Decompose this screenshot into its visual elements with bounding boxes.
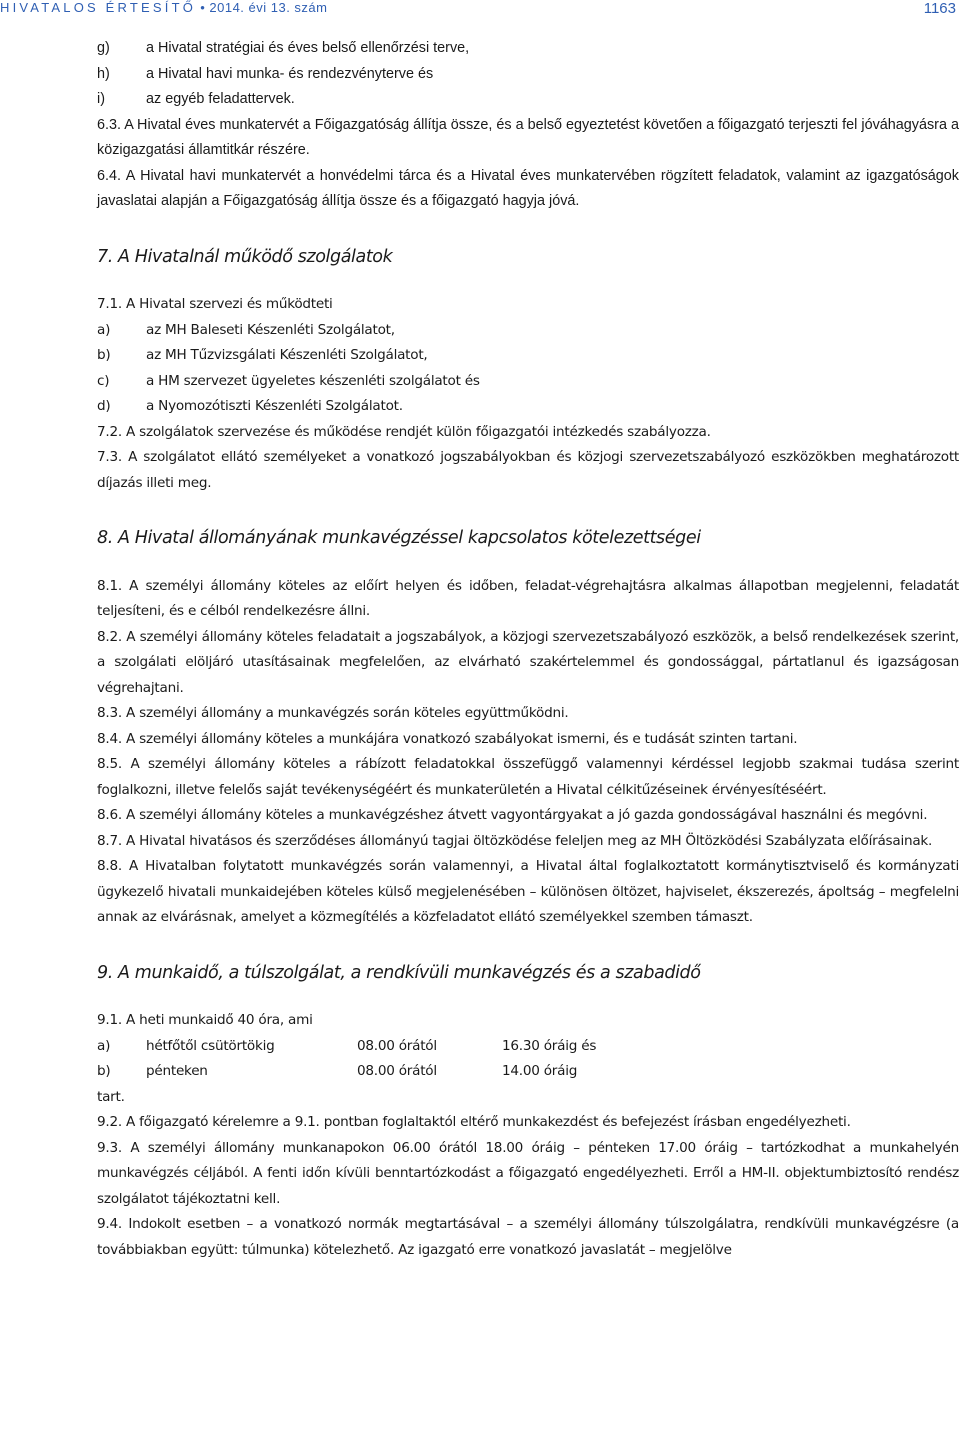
schedule-row — [97, 1059, 959, 1085]
schedule-days: pénteken — [146, 1063, 208, 1079]
paragraph-8-4: 8.4. A személyi állomány köteles a munkájára vonatkozó szabályokat ismerni, és e tudását szinten tartani. — [97, 730, 798, 747]
paragraph-9-1: 9.1. A heti munkaidő 40 óra, ami — [97, 1012, 313, 1028]
list-item-text: az MH Tűzvizsgálati Készenléti Szolgálatot, — [146, 347, 428, 363]
list-item-text: a Hivatal stratégiai és éves belső ellenőrzési terve, — [146, 40, 470, 56]
page-header — [0, 0, 960, 16]
list-item — [97, 343, 959, 369]
list-item — [97, 36, 959, 62]
list-item — [97, 369, 959, 395]
schedule-from: 08.00 órától — [357, 1037, 437, 1054]
schedule-from: 08.00 órától — [357, 1063, 437, 1079]
schedule-to: 16.30 óráig és — [502, 1037, 597, 1054]
list-item-label: g) — [97, 40, 110, 56]
paragraph-8-2: 8.2. A személyi állomány köteles feladatait a jogszabályok, a közjogi szervezetszabályozó eszközök, a belső rendelkezések szerint, a szolgálati elöljáró utasításainak megfelelően, az elvárható szakértelemmel és gondossággal, pártatlanul és igazságosan végrehajtani. — [97, 628, 959, 696]
paragraph-7-2: 7.2. A szolgálatok szervezése és működése rendjét külön főigazgatói intézkedés szabályozza. — [97, 423, 711, 440]
paragraph-8-3: 8.3. A személyi állomány a munkavégzés során köteles együttműködni. — [97, 705, 569, 721]
running-head — [0, 0, 328, 15]
list-item — [97, 87, 959, 113]
list-item-text: a HM szervezet ügyeletes készenléti szolgálatot és — [146, 372, 480, 389]
paragraph-8-7: 8.7. A Hivatal hivatásos és szerződéses állományú tagjai öltözködése feleljen meg az MH Öltözködési Szabályzata előírásainak. — [97, 832, 933, 849]
list-item — [97, 394, 959, 420]
page-number: 1163 — [923, 0, 956, 17]
paragraph-9-3: 9.3. A személyi állomány munkanapokon 06.00 órától 18.00 óráig – pénteken 17.00 óráig – tartózkodhat a munkahelyén munkavégzés céljából. A fenti időn kívüli benntartózkodást a főigazgató engedélyezheti. Erről a HM-II. objektumbiztosító rendész szolgálatot tájékoztatni kell. — [97, 1139, 959, 1207]
paragraph-8-5: 8.5. A személyi állomány köteles a rábízott feladatokkal összefüggő valamennyi kérdéssel legjobb szakmai tudása szerint foglalkozni, illetve felelős saját tevékenységéért és munkaterületén a Hivatal célkitűzéseinek érvényesítéséért. — [97, 756, 959, 798]
schedule-label: b) — [97, 1063, 111, 1079]
list-item — [97, 318, 959, 344]
paragraph-6-3: 6.3. A Hivatal éves munkatervét a Főigazgatóság állítja össze, és a belső egyeztetést követően a főigazgató terjeszti fel jóváhagyásra a közigazgatási államtitkár részére. — [97, 116, 959, 158]
separator-bullet: • — [200, 0, 206, 15]
paragraph-7-1: 7.1. A Hivatal szervezi és működteti — [97, 296, 333, 312]
issue-label: 2014. évi 13. szám — [209, 0, 328, 15]
paragraph-9-2: 9.2. A főigazgató kérelemre a 9.1. pontban foglaltaktól eltérő munkakezdést és befejezést írásban engedélyezheti. — [97, 1114, 851, 1130]
paragraph-8-8: 8.8. A Hivatalban folytatott munkavégzés során valamennyi, a Hivatal által foglalkoztatott kormánytisztviselő és kormányzati ügykezelő hivatali munkaidejében köteles külső megjelenésében – különösen öltözet, hajviselet, ékszerezés, ápoltság – megfelelni annak az elvárásnak, amelyet a közmegítélés a közfeladatot ellátó személyekkel szemben támaszt. — [97, 858, 959, 925]
list-item-label: b) — [97, 347, 111, 363]
list-item-text: az egyéb feladattervek. — [146, 91, 295, 107]
schedule-to: 14.00 óráig — [502, 1063, 578, 1079]
list-item-label: c) — [97, 372, 110, 389]
paragraph-7-3: 7.3. A szolgálatot ellátó személyeket a vonatkozó jogszabályokban és közjogi szervezetszabályozó eszközökben meghatározott díjazás illeti meg. — [97, 449, 959, 491]
list-item-label: a) — [97, 321, 111, 338]
schedule-days: hétfőtől csütörtökig — [146, 1037, 275, 1054]
section-heading-8: 8. A Hivatal állományának munkavégzéssel kapcsolatos kötelezettségei — [97, 528, 701, 548]
list-item-text: a Nyomozótiszti Készenléti Szolgálatot. — [146, 398, 403, 414]
document-body — [97, 36, 959, 1263]
schedule-row — [97, 1034, 959, 1060]
paragraph-8-1: 8.1. A személyi állomány köteles az előírt helyen és időben, feladat-végrehajtásra alkalmas állapotban megjelenni, feladatát teljesíteni, és e célból rendelkezésre állni. — [97, 577, 959, 619]
list-item-text: az MH Baleseti Készenléti Szolgálatot, — [146, 321, 395, 338]
paragraph-9-4: 9.4. Indokolt esetben – a vonatkozó normák megtartásával – a személyi állomány túlszolgálatra, rendkívüli munkavégzésre (a továbbiakban együtt: túlmunka) kötelezhető. Az igazgató erre vonatkozó javaslatát – megjelölve — [97, 1216, 959, 1258]
paragraph-6-4: 6.4. A Hivatal havi munkatervét a honvédelmi tárca és a Hivatal éves munkatervében rögzített feladatok, valamint az igazgatóságok javaslatai alapján a Főigazgatóság állítja össze és a főigazgató hagyja jóvá. — [97, 167, 959, 209]
list-item-label: i) — [97, 91, 105, 107]
paragraph-8-6: 8.6. A személyi állomány köteles a munkavégzéshez átvett vagyontárgyakat a jó gazda gondosságával használni és megóvni. — [97, 807, 928, 823]
paragraph-tart: tart. — [97, 1088, 125, 1105]
section-heading-7: 7. A Hivatalnál működő szolgálatok — [97, 246, 393, 267]
list-item-label: d) — [97, 398, 111, 414]
list-item-text: a Hivatal havi munka- és rendezvényterve és — [146, 65, 434, 82]
section-heading-9: 9. A munkaidő, a túlszolgálat, a rendkívüli munkavégzés és a szabadidő — [97, 962, 701, 983]
list-item-label: h) — [97, 65, 110, 82]
list-item — [97, 62, 959, 88]
schedule-label: a) — [97, 1037, 111, 1054]
journal-title: HIVATALOS ÉRTESÍTŐ — [0, 0, 197, 15]
